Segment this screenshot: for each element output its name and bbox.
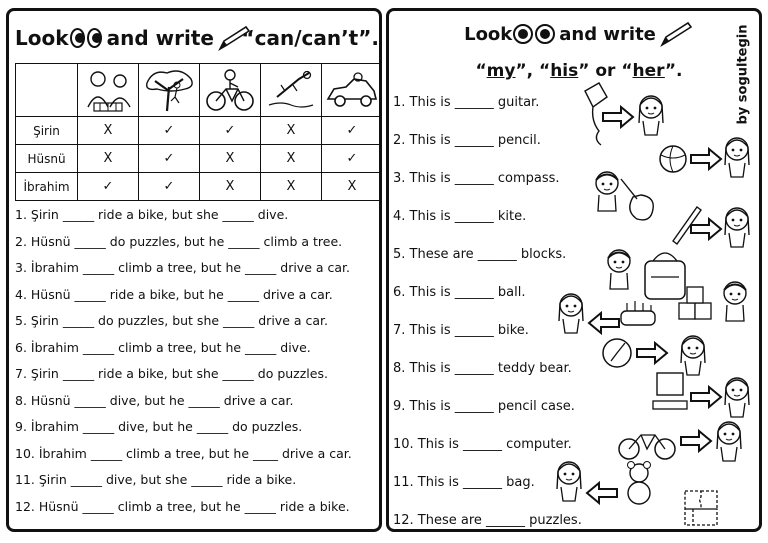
possessive-sentence-5: 5. These are ______ blocks.: [393, 247, 567, 262]
pencil-icon: [216, 25, 239, 51]
mark-cell: X: [78, 117, 139, 145]
mark-cell: X: [78, 145, 139, 173]
table-row: [16, 117, 383, 145]
puzzle-picture: [78, 64, 139, 117]
mark-cell: ✓: [139, 173, 200, 201]
eye-icon: [70, 28, 85, 48]
row-name: Hüsnü: [16, 145, 78, 173]
eye-icon: [87, 28, 102, 48]
word-her: her: [632, 61, 665, 81]
sentence-4: 4. Hüsnü _____ ride a bike, but he _____ drive a car.: [15, 287, 333, 302]
mark-cell: X: [261, 173, 322, 201]
ability-table: [15, 63, 382, 201]
sentence-6: 6. İbrahim _____ climb a tree, but he _____ dive.: [15, 340, 311, 355]
climb-tree-picture: [139, 64, 200, 117]
bike-picture: [200, 64, 261, 117]
table-row: [16, 145, 383, 173]
mark-cell: X: [322, 173, 383, 201]
left-title: [15, 21, 379, 55]
possessive-sentence-6: 6. This is ______ ball.: [393, 285, 526, 300]
table-corner-cell: [16, 64, 78, 117]
sentence-7: 7. Şirin _____ ride a bike, but she _____ do puzzles.: [15, 366, 328, 381]
possessive-sentence-2: 2. This is ______ pencil.: [393, 133, 541, 148]
sentence-10: 10. İbrahim _____ climb a tree, but he ____ drive a car.: [15, 446, 352, 461]
possessive-sentence-9: 9. This is ______ pencil case.: [393, 399, 575, 414]
quote-sep: ”, “: [515, 61, 551, 81]
sentence-9: 9. İbrahim _____ dive, but he _____ do puzzles.: [15, 419, 303, 434]
title-choices: “can/can’t”.: [241, 26, 379, 50]
quote-sep: ” or “: [578, 61, 633, 81]
mark-cell: X: [200, 145, 261, 173]
mark-cell: X: [200, 173, 261, 201]
mark-cell: X: [261, 145, 322, 173]
possessive-sentence-12: 12. These are ______ puzzles.: [393, 513, 582, 528]
illustrations: [389, 11, 759, 529]
left-worksheet-panel: [6, 8, 382, 532]
possessive-sentence-4: 4. This is ______ kite.: [393, 209, 527, 224]
row-name: Şirin: [16, 117, 78, 145]
possessive-sentence-8: 8. This is ______ teddy bear.: [393, 361, 572, 376]
possessive-sentence-1: 1. This is ______ guitar.: [393, 95, 540, 110]
mark-cell: ✓: [139, 117, 200, 145]
possessive-sentence-10: 10. This is ______ computer.: [393, 437, 572, 452]
possessive-sentence-3: 3. This is ______ compass.: [393, 171, 560, 186]
table-header-row: [16, 64, 383, 117]
right-worksheet-panel: [386, 8, 762, 532]
sentence-8: 8. Hüsnü _____ dive, but he _____ drive a car.: [15, 393, 294, 408]
sentence-2: 2. Hüsnü _____ do puzzles, but he _____ climb a tree.: [15, 234, 343, 249]
word-my: my: [486, 61, 516, 81]
sentence-1: 1. Şirin _____ ride a bike, but she _____ dive.: [15, 207, 289, 222]
mark-cell: ✓: [78, 173, 139, 201]
title-look: Look: [464, 23, 513, 45]
mark-cell: ✓: [139, 145, 200, 173]
sentence-5: 5. Şirin _____ do puzzles, but she _____ drive a car.: [15, 313, 328, 328]
sentence-12: 12. Hüsnü _____ climb a tree, but he _____ ride a bike.: [15, 499, 350, 514]
byline-text: by sogultegin: [735, 24, 751, 125]
drive-car-picture: [322, 64, 383, 117]
sentence-3: 3. İbrahim _____ climb a tree, but he _____ drive a car.: [15, 260, 350, 275]
possessive-sentence-7: 7. This is ______ bike.: [393, 323, 529, 338]
quote-open: “: [475, 61, 487, 81]
word-his: his: [550, 61, 579, 81]
possessive-sentence-11: 11. This is ______ bag.: [393, 475, 535, 490]
title-and-write: and write: [559, 23, 656, 45]
dive-picture: [261, 64, 322, 117]
table-row: [16, 173, 383, 201]
mark-cell: ✓: [322, 117, 383, 145]
mark-cell: ✓: [200, 117, 261, 145]
title-look: Look: [15, 26, 69, 50]
title-and-write: and write: [106, 26, 214, 50]
mark-cell: X: [261, 117, 322, 145]
row-name: İbrahim: [16, 173, 78, 201]
mark-cell: ✓: [322, 145, 383, 173]
sentence-11: 11. Şirin _____ dive, but she _____ ride a bike.: [15, 472, 297, 487]
quote-close: ”.: [664, 61, 683, 81]
